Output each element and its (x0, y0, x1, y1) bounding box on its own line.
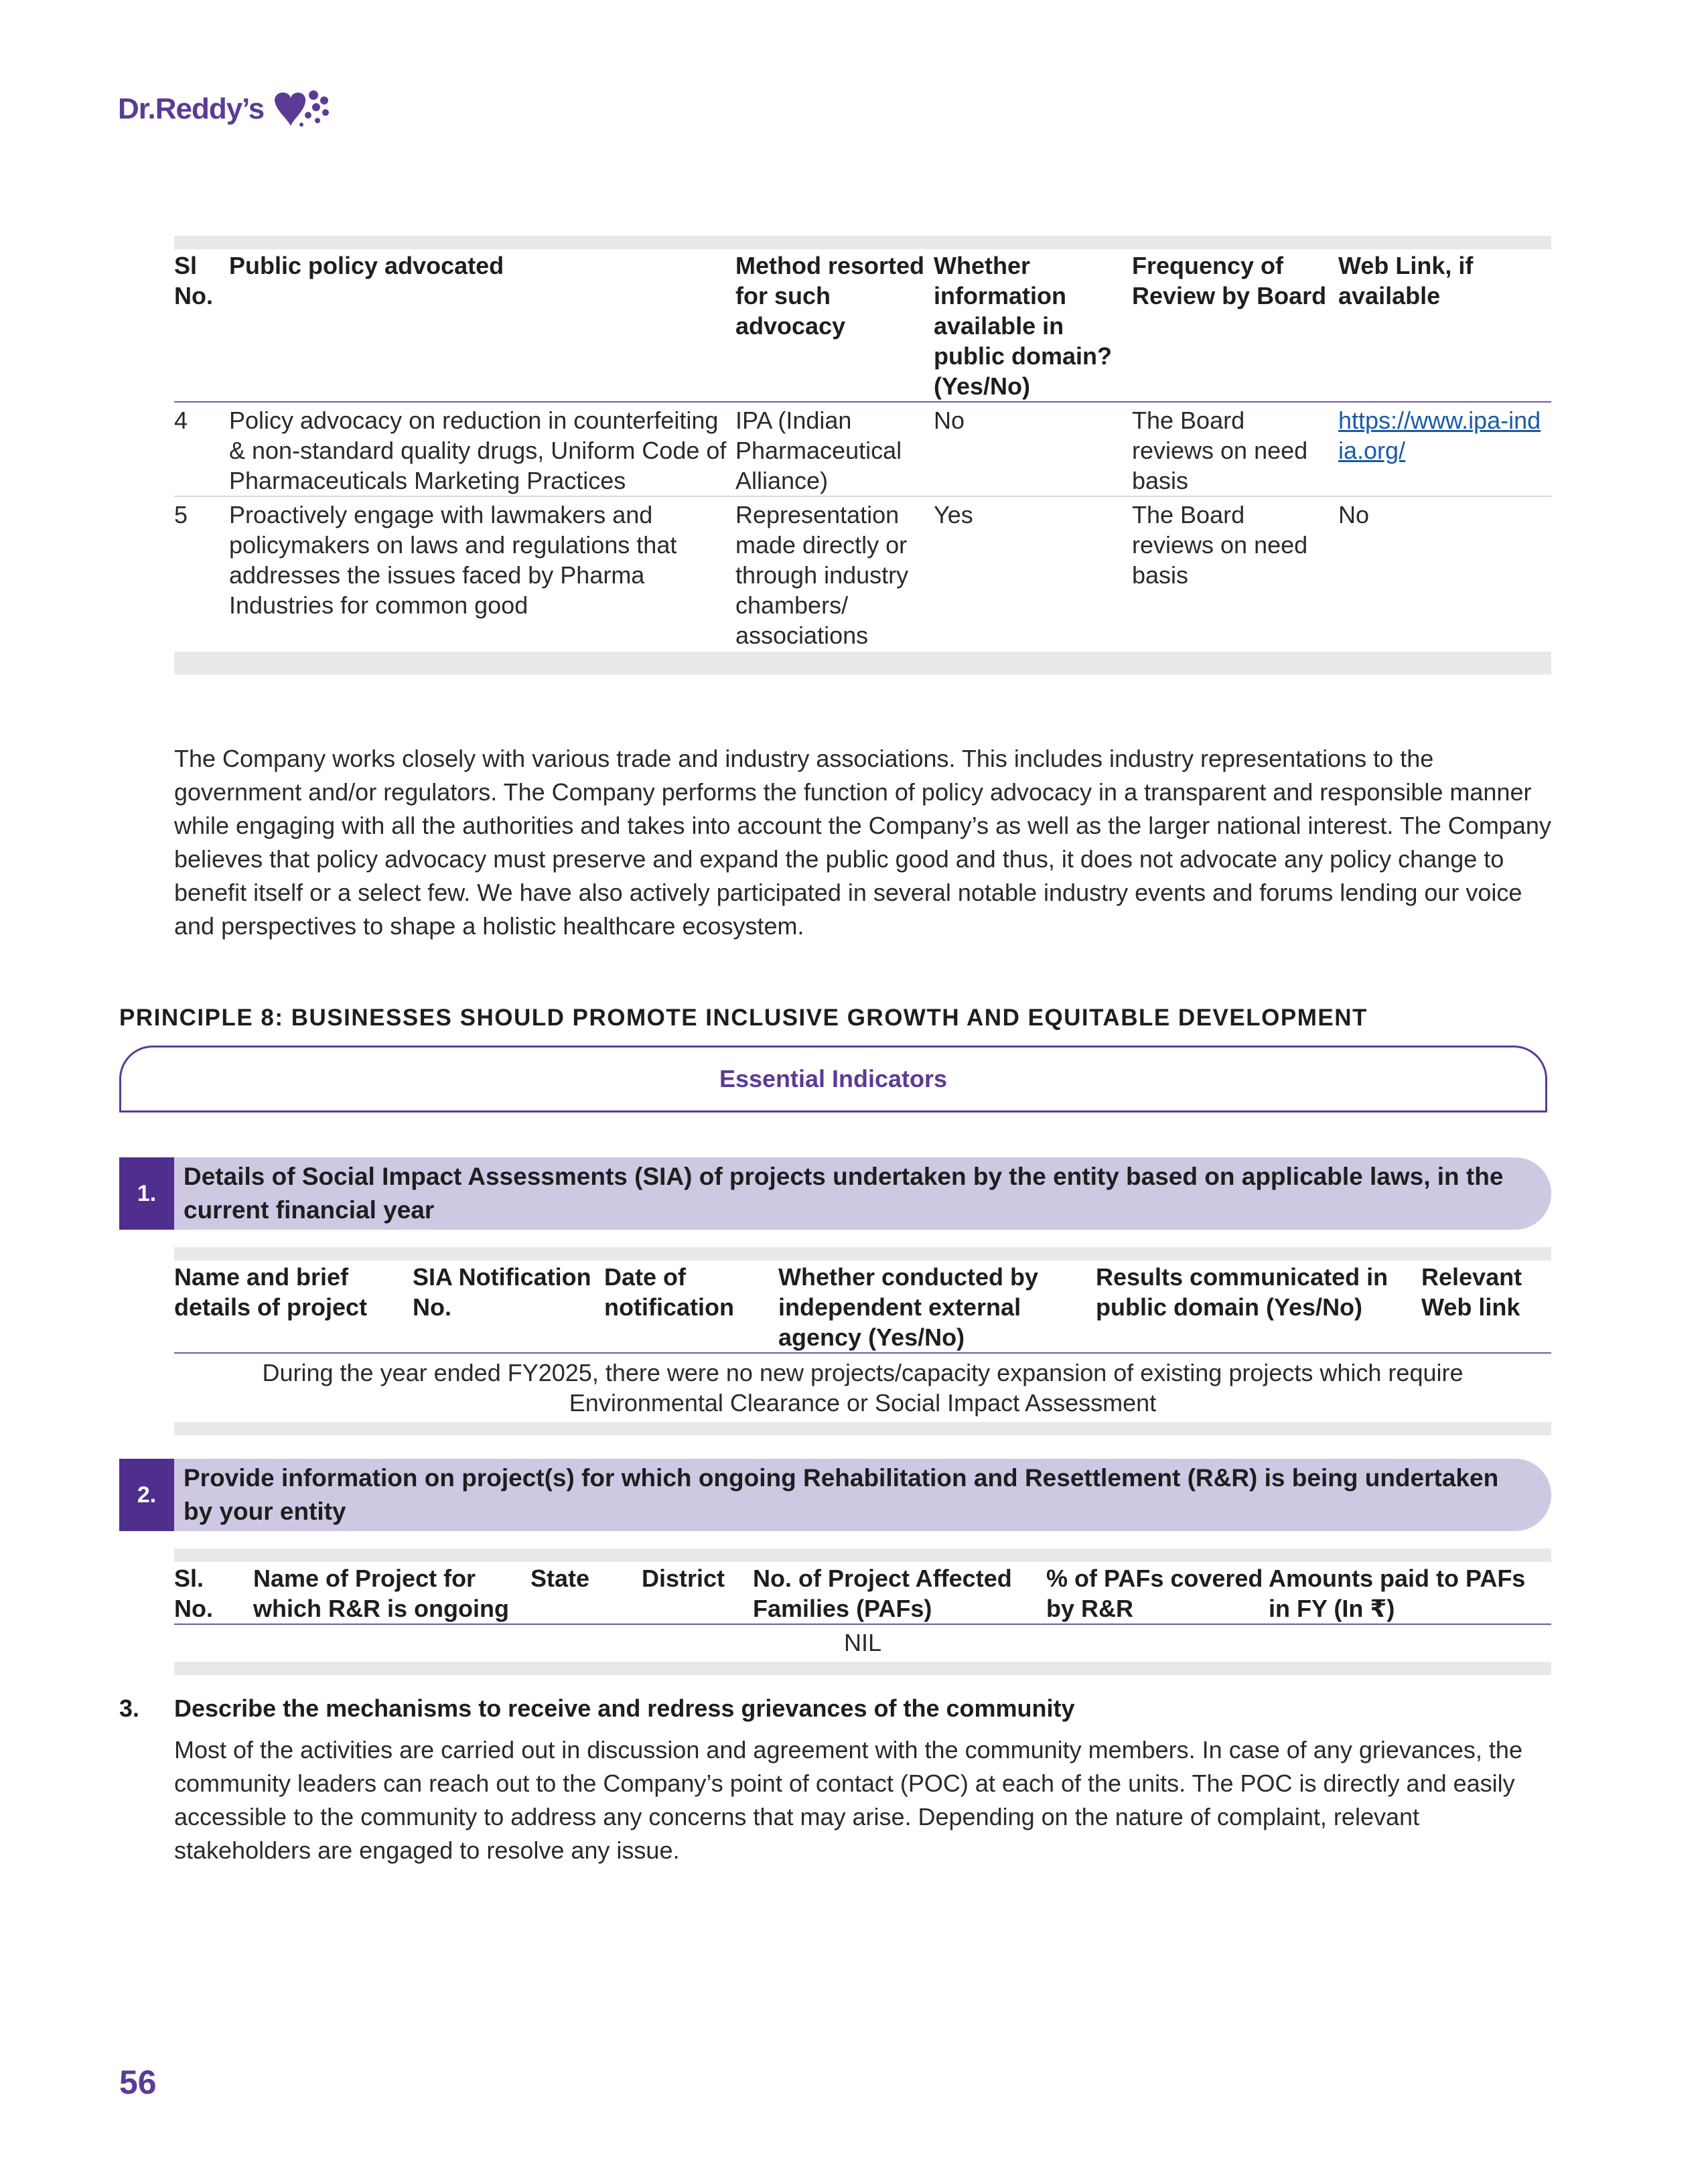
table-top-band (174, 1549, 1551, 1562)
principle-heading: PRINCIPLE 8: BUSINESSES SHOULD PROMOTE INCLUSIVE GROWTH AND EQUITABLE DEVELOPMENT (119, 1005, 1368, 1031)
col-date: Date of notification (604, 1263, 734, 1321)
ipa-web-link[interactable]: https://www.ipa-india.org/ (1338, 407, 1541, 464)
cell-public: No (934, 407, 965, 434)
essential-indicators-title: Essential Indicators (719, 1065, 948, 1092)
col-web-link: Web Link, if available (1338, 252, 1474, 309)
table-row (174, 496, 1551, 650)
col-independent: Whether conducted by independent external agency (Yes/No) (778, 1263, 1039, 1351)
question-2-title: Provide information on project(s) for which ongoing Rehabilitation and Resettlement (R&R) is being undertaken by your entity (174, 1459, 1551, 1531)
cell-frequency: The Board reviews on need basis (1132, 407, 1308, 494)
col-web-link: Relevant Web link (1421, 1263, 1522, 1321)
col-project-name: Name of Project for which R&R is ongoing (253, 1565, 509, 1622)
col-public-domain: Whether information available in public domain? (Yes/No) (934, 252, 1112, 400)
rr-table (174, 1549, 1551, 1675)
rr-note: NIL (843, 1629, 882, 1656)
cell-sl: 4 (174, 407, 188, 434)
col-pafs-covered: % of PAFs covered by R&R (1046, 1565, 1263, 1622)
table-bottom-band (174, 1662, 1551, 1675)
cell-policy: Proactively engage with lawmakers and policymakers on laws and regulations that addresses the issues faced by Pharma Industries for common good (229, 501, 677, 619)
table-header-row (174, 1562, 1551, 1624)
cell-public: Yes (934, 501, 973, 528)
table-bottom-band (174, 652, 1551, 674)
sia-table (174, 1247, 1551, 1435)
table-top-band (174, 1247, 1551, 1261)
table-row (174, 1353, 1551, 1418)
col-sia-no: SIA Notification No. (413, 1263, 591, 1321)
logo-mark-icon (271, 86, 331, 133)
question-1-title: Details of Social Impact Assessments (SIA) of projects undertaken by the entity based on applicable laws, in the current financial year (174, 1157, 1551, 1230)
col-state: State (530, 1565, 590, 1592)
question-3-number: 3. (119, 1695, 140, 1722)
col-amount: Amounts paid to PAFs in FY (In ₹) (1269, 1565, 1526, 1622)
table-row (174, 1624, 1551, 1658)
question-3-body: Most of the activities are carried out in discussion and agreement with the community members. In case of any grievances, the community leaders can reach out to the Company’s point of contact (POC) at each of the units. The POC is directly and easily accessible to the community to address any concerns that may arise. Depending on the nature of complaint, relevant stakeholders are engaged to resolve any issue. (174, 1736, 1522, 1864)
essential-indicators-box (119, 1046, 1547, 1112)
question-2-number: 2. (119, 1459, 174, 1531)
col-method: Method resorted for such advocacy (735, 252, 925, 340)
sia-note: During the year ended FY2025, there were no new projects/capacity expansion of existing projects which require Environmental Clearance or Social Impact Assessment (262, 1359, 1464, 1417)
table-header-row (174, 1261, 1551, 1353)
cell-method: IPA (Indian Pharmaceutical Alliance) (735, 407, 902, 494)
cell-method: Representation made directly or through industry chambers/ associations (735, 501, 909, 649)
table-row (174, 402, 1551, 496)
cell-sl: 5 (174, 501, 188, 528)
cell-frequency: The Board reviews on need basis (1132, 501, 1308, 589)
col-district: District (642, 1565, 725, 1592)
logo-text: Dr.Reddy’s (118, 92, 265, 125)
cell-link (1338, 402, 1551, 496)
table-top-band (174, 236, 1551, 249)
col-sl: Sl. No. (174, 1565, 213, 1622)
col-pafs: No. of Project Affected Families (PAFs) (753, 1565, 1012, 1622)
company-logo (118, 86, 331, 133)
col-sl: Sl No. (174, 252, 213, 309)
question-1-number: 1. (119, 1157, 174, 1230)
question-3-title: Describe the mechanisms to receive and redress grievances of the community (174, 1695, 1075, 1722)
table-bottom-band (174, 1422, 1551, 1435)
col-frequency: Frequency of Review by Board (1132, 252, 1327, 309)
cell-link: No (1338, 501, 1370, 528)
table-header-row (174, 249, 1551, 402)
advocacy-table (174, 236, 1551, 674)
col-project: Name and brief details of project (174, 1263, 368, 1321)
col-policy: Public policy advocated (229, 252, 504, 279)
advocacy-paragraph: The Company works closely with various trade and industry associations. This includes industry representations to the government and/or regulators. The Company performs the function of policy advocacy in a transparent and responsible manner while engaging with all the authorities and takes into account the Company’s as well as the larger national interest. The Company believes that policy advocacy must preserve and expand the public good and thus, it does not advocate any policy change to benefit itself or a select few. We have also actively participated in several notable industry events and forums lending our voice and perspectives to shape a holistic healthcare ecosystem. (174, 745, 1551, 940)
col-results: Results communicated in public domain (Yes/No) (1096, 1263, 1389, 1321)
cell-policy: Policy advocacy on reduction in counterfeiting & non-standard quality drugs, Uniform Code of Pharmaceuticals Marketing Practices (229, 407, 727, 494)
page-number: 56 (119, 2064, 157, 2101)
